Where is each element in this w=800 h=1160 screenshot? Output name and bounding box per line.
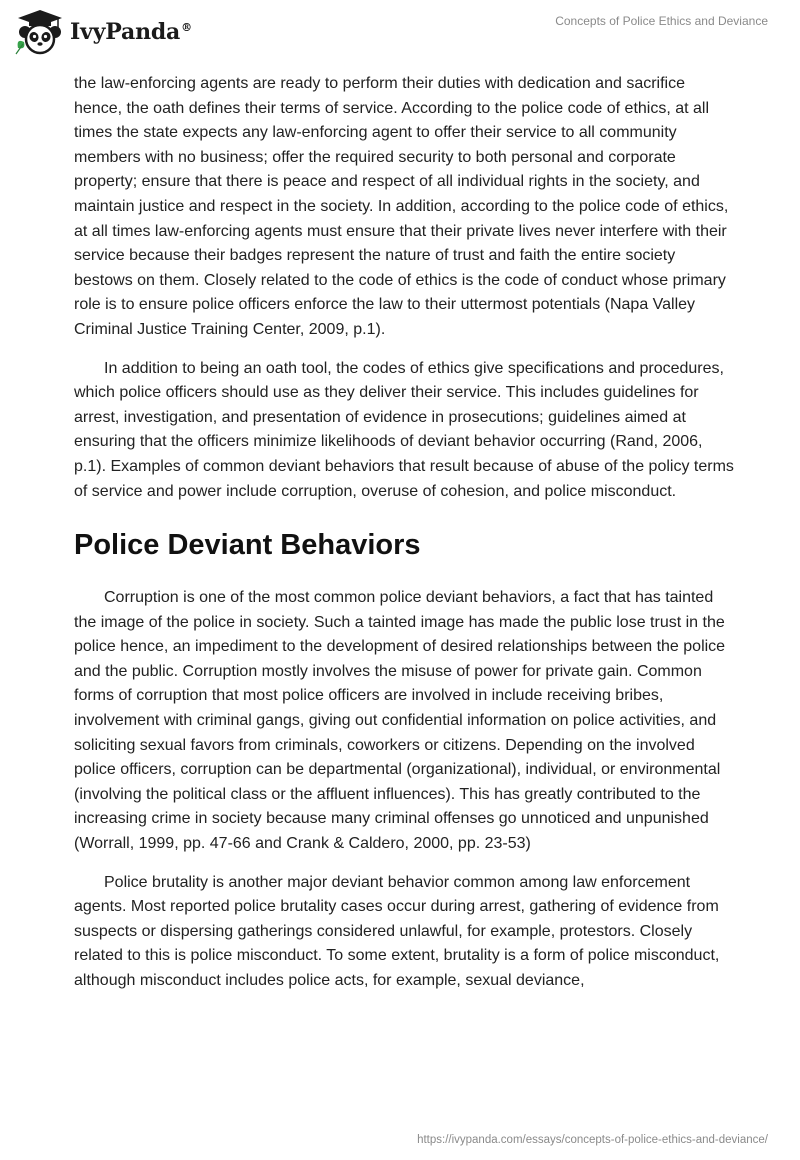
page-header bbox=[0, 0, 800, 66]
registered-mark: ® bbox=[181, 20, 192, 34]
panda-graduate-icon bbox=[14, 8, 66, 56]
brand-name: IvyPanda® bbox=[70, 19, 192, 45]
ivypanda-logo[interactable] bbox=[14, 8, 192, 56]
paragraph: Police brutality is another major deviant behavior common among law enforcement agents. Most reported police brutality cases occur during arrest, gathering of evidence from suspects or dispersing gatherings considered unlawful, for example, protestors. Closely related to this is police misconduct. To some extent, brutality is a form of police misconduct, although misconduct includes police acts, for example, sexual deviance, bbox=[74, 873, 720, 989]
essay-body bbox=[74, 72, 734, 1008]
source-url[interactable]: https://ivypanda.com/essays/concepts-of-police-ethics-and-deviance/ bbox=[417, 1134, 768, 1146]
document-title: Concepts of Police Ethics and Deviance bbox=[555, 14, 768, 28]
paragraph: Corruption is one of the most common police deviant behaviors, a fact that has tainted the image of the police in society. Such a tainted image has made the public lose trust in the police hence, an impediment to the development of desired relationships between the police and the public. Corruption mostly involves the misuse of power for private gain. Common forms of corruption that most police officers are involved in include receiving bribes, involvement with criminal gangs, giving out confidential information on police activities, and soliciting sexual favors from criminals, coworkers or citizens. Depending on the involved police officers, corruption can be departmental (organizational), individual, or environmental (involving the political class or the affluent influences). This has greatly contributed to the increasing crime in society because many criminal offenses go unnoticed and unpunished (Worrall, 1999, pp. 47-66 and Crank & Caldero, 2000, pp. 23-53) bbox=[74, 589, 726, 853]
paragraph-continued: the law-enforcing agents are ready to perform their duties with dedication and sacrifice hence, the oath defines their terms of service. According to the police code of ethics, at all times the state expects any law-enforcing agent to offer their service to all community members with no business; offer the required security to both personal and corporate property; ensure that there is peace and respect of all individual rights in the society, and maintain justice and respect in the society. In addition, according to the police code of ethics, at all times law-enforcing agents must ensure that their private lives never interfere with their service because their badges represent the nature of trust and faith the entire society bestows on them. Closely related to the code of ethics is the code of conduct whose primary role is to ensure police officers enforce the law to their uttermost potentials (Napa Valley Criminal Justice Training Center, 2009, p.1). bbox=[74, 75, 729, 338]
section-heading: Police Deviant Behaviors bbox=[74, 529, 421, 562]
paragraph: In addition to being an oath tool, the codes of ethics give specifications and procedures, which police officers should use as they deliver their service. This includes guidelines for arrest, investigation, and presentation of evidence in prosecutions; guidelines aimed at ensuring that the officers minimize likelihoods of deviant behavior occurring (Rand, 2006, p.1). Examples of common deviant behaviors that result because of abuse of the policy terms of service and power include corruption, overuse of cohesion, and police misconduct. bbox=[74, 359, 734, 500]
